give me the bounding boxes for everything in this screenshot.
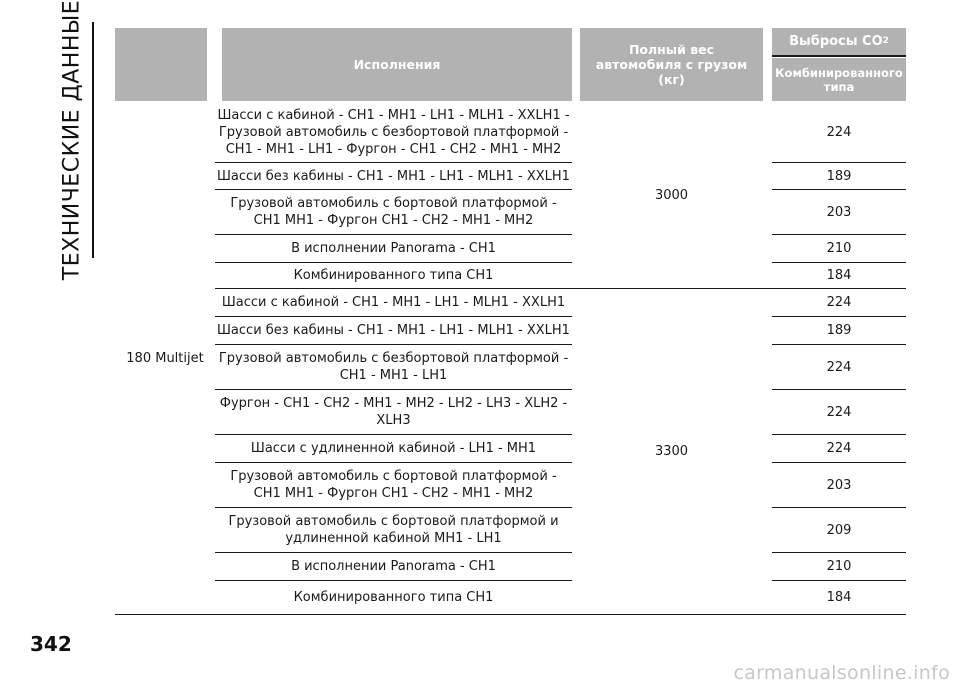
section-title-text: ТЕХНИЧЕСКИЕ ДАННЫЕ [59,0,85,281]
header-combined-cycle: Комбинированного типа [772,58,906,101]
section-title [56,0,88,281]
table-row-execution: Шасси без кабины - CH1 - MH1 - LH1 - MLH1 - XXLH1 [217,168,570,184]
table-row-co2: 209 [826,522,852,538]
table-row-execution: Комбинированного типа CH1 [293,268,494,283]
table-row-execution: Грузовой автомобиль с бортовой платформой - CH1 MH1 - Фургон CH1 - CH2 - MH1 - MH2 [230,196,557,228]
table-row-execution: Фургон - CH1 - CH2 - MH1 - MH2 - LH2 - LH3 - XLH2 - XLH3 [219,396,568,428]
table-row-co2: 189 [826,323,852,338]
table-row-co2: 210 [826,559,852,574]
table-row-co2: 189 [826,168,852,184]
header-co2-label: Выбросы CO [789,34,883,49]
page-number: 342 [30,632,72,656]
header-execution: Исполнения [222,28,572,101]
table-row-co2: 184 [826,590,852,605]
table-row-execution: Шасси с удлиненной кабиной - LH1 - MH1 [250,441,537,456]
table-row-co2: 184 [826,268,852,283]
section-title-rule [92,22,94,258]
weight-group-3300: 3300 [654,444,689,459]
table-row-co2: 224 [826,359,852,375]
table-row-co2: 210 [826,241,852,256]
table-row-execution: В исполнении Panorama - CH1 [291,241,496,256]
weight-group-3000: 3000 [654,187,689,203]
table-bottom-rule [115,614,906,615]
table-row-execution: Шасси с кабиной - CH1 - MH1 - LH1 - MLH1 - XXLH1 - Грузовой автомобиль с безбортовой платформой - CH1 - MH1 - LH1 - Фургон - CH1 - CH2 - MH1 - MH2 [217,107,570,157]
table-row-execution: Шасси без кабины - CH1 - MH1 - LH1 - MLH1 - XXLH1 [217,323,570,338]
table-row-co2: 203 [826,204,852,220]
header-co2-emissions [772,28,906,55]
table-row-execution: Шасси с кабиной - CH1 - MH1 - LH1 - MLH1 - XXLH1 [221,295,566,310]
header-co2-subscript: 2 [882,36,889,46]
table-row-co2: 203 [826,477,852,493]
header-co2-divider [772,55,906,57]
table-row-execution: Комбинированного типа CH1 [293,590,494,605]
table-row-co2: 224 [826,295,852,310]
table-row-co2: 224 [826,404,852,420]
header-blank-cell [115,28,207,101]
table-row-co2: 224 [826,441,852,456]
watermark: carmanualsonline.info [733,662,950,684]
engine-cell: 180 Multijet [126,350,204,366]
table-row-execution: Грузовой автомобиль с бортовой платформой и удлиненной кабиной MH1 - LH1 [228,514,559,546]
table-row-execution: В исполнении Panorama - CH1 [291,559,496,574]
table-row-execution: Грузовой автомобиль с безбортовой платформой - CH1 - MH1 - LH1 [218,351,569,383]
header-gross-weight: Полный вес автомобиля с грузом (кг) [580,28,763,101]
table-row-co2: 224 [826,124,852,140]
table-row-execution: Грузовой автомобиль с бортовой платформой - CH1 MH1 - Фургон CH1 - CH2 - MH1 - MH2 [230,469,557,501]
